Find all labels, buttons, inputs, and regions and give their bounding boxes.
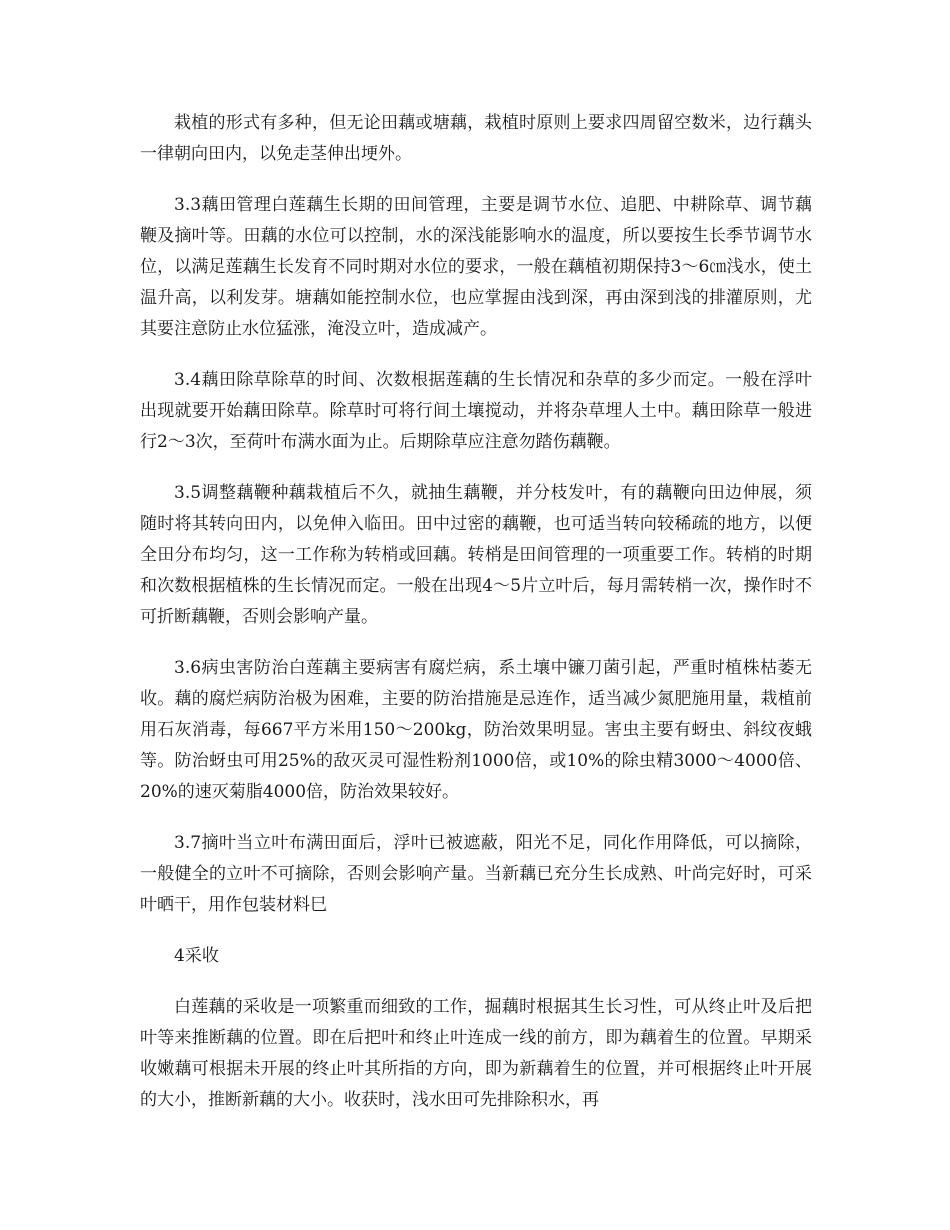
paragraph-harvest: 白莲藕的采收是一项繁重而细致的工作，掘藕时根据其生长习性，可从终止叶及后把叶等来推断藕的位置。即在后把叶和终止叶连成一线的前方，即为藕着生的位置。早期采收嫩藕可根据未开展的终止叶其所指的方向，即为新藕着生的位置，并可根据终止叶开展的大小，推断新藕的大小。收获时，浅水田可先排除积水，再 — [140, 997, 812, 1110]
paragraph-adjust-whips: 3.5调整藕鞭种藕栽植后不久，就抽生藕鞭，并分枝发叶，有的藕鞭向田边伸展，须随时将其转向田内，以免伸入临田。田中过密的藕鞭，也可适当转向较稀疏的地方，以便全田分布均匀，这一工作称为转梢或回藕。转梢是田间管理的一项重要工作。转梢的时期和次数根据植株的生长情况而定。一般在出现4～5片立叶后，每月需转梢一次，操作时不可折断藕鞭，否则会影响产量。 — [140, 483, 812, 627]
paragraph-planting-form: 栽植的形式有多种，但无论田藕或塘藕，栽植时原则上要求四周留空数米，边行藕头一律朝向田内，以免走茎伸出埂外。 — [140, 113, 812, 164]
paragraph-field-management: 3.3藕田管理白莲藕生长期的田间管理，主要是调节水位、追肥、中耕除草、调节藕鞭及摘叶等。田藕的水位可以控制，水的深浅能影响水的温度，所以要按生长季节调节水位，以满足莲藕生长发育不同时期对水位的要求，一般在藕植初期保持3～6㎝浅水，使土温升高，以利发芽。塘藕如能控制水位，也应掌握由浅到深，再由深到浅的排灌原则，尤其要注意防止水位猛涨，淹没立叶，造成减产。 — [140, 195, 812, 339]
paragraph-pest-control: 3.6病虫害防治白莲藕主要病害有腐烂病，系土壤中镰刀菌引起，严重时植株枯萎无收。藕的腐烂病防治极为困难，主要的防治措施是忌连作，适当减少氮肥施用量，栽植前用石灰消毒，每667平方米用150～200kg，防治效果明显。害虫主要有蚜虫、斜纹夜蛾等。防治蚜虫可用25%的敌灭灵可湿性粉剂1000倍，或10%的除虫精3000～4000倍、20%的速灭菊脂4000倍，防治效果较好。 — [140, 658, 812, 802]
document-page — [140, 108, 812, 1136]
paragraph-weeding: 3.4藕田除草除草的时间、次数根据莲藕的生长情况和杂草的多少而定。一般在浮叶出现就要开始藕田除草。除草时可将行间土壤搅动，并将杂草埋人土中。藕田除草一般进行2～3次，至荷叶布满水面为止。后期除草应注意勿踏伤藕鞭。 — [140, 370, 812, 452]
section-heading-harvest: 4采收 — [174, 946, 219, 966]
paragraph-leaf-removal: 3.7摘叶当立叶布满田面后，浮叶已被遮蔽，阳光不足，同化作用降低，可以摘除，一般健全的立叶不可摘除，否则会影响产量。当新藕已充分生长成熟、叶尚完好时，可采叶晒干，用作包装材料巳 — [140, 833, 812, 915]
